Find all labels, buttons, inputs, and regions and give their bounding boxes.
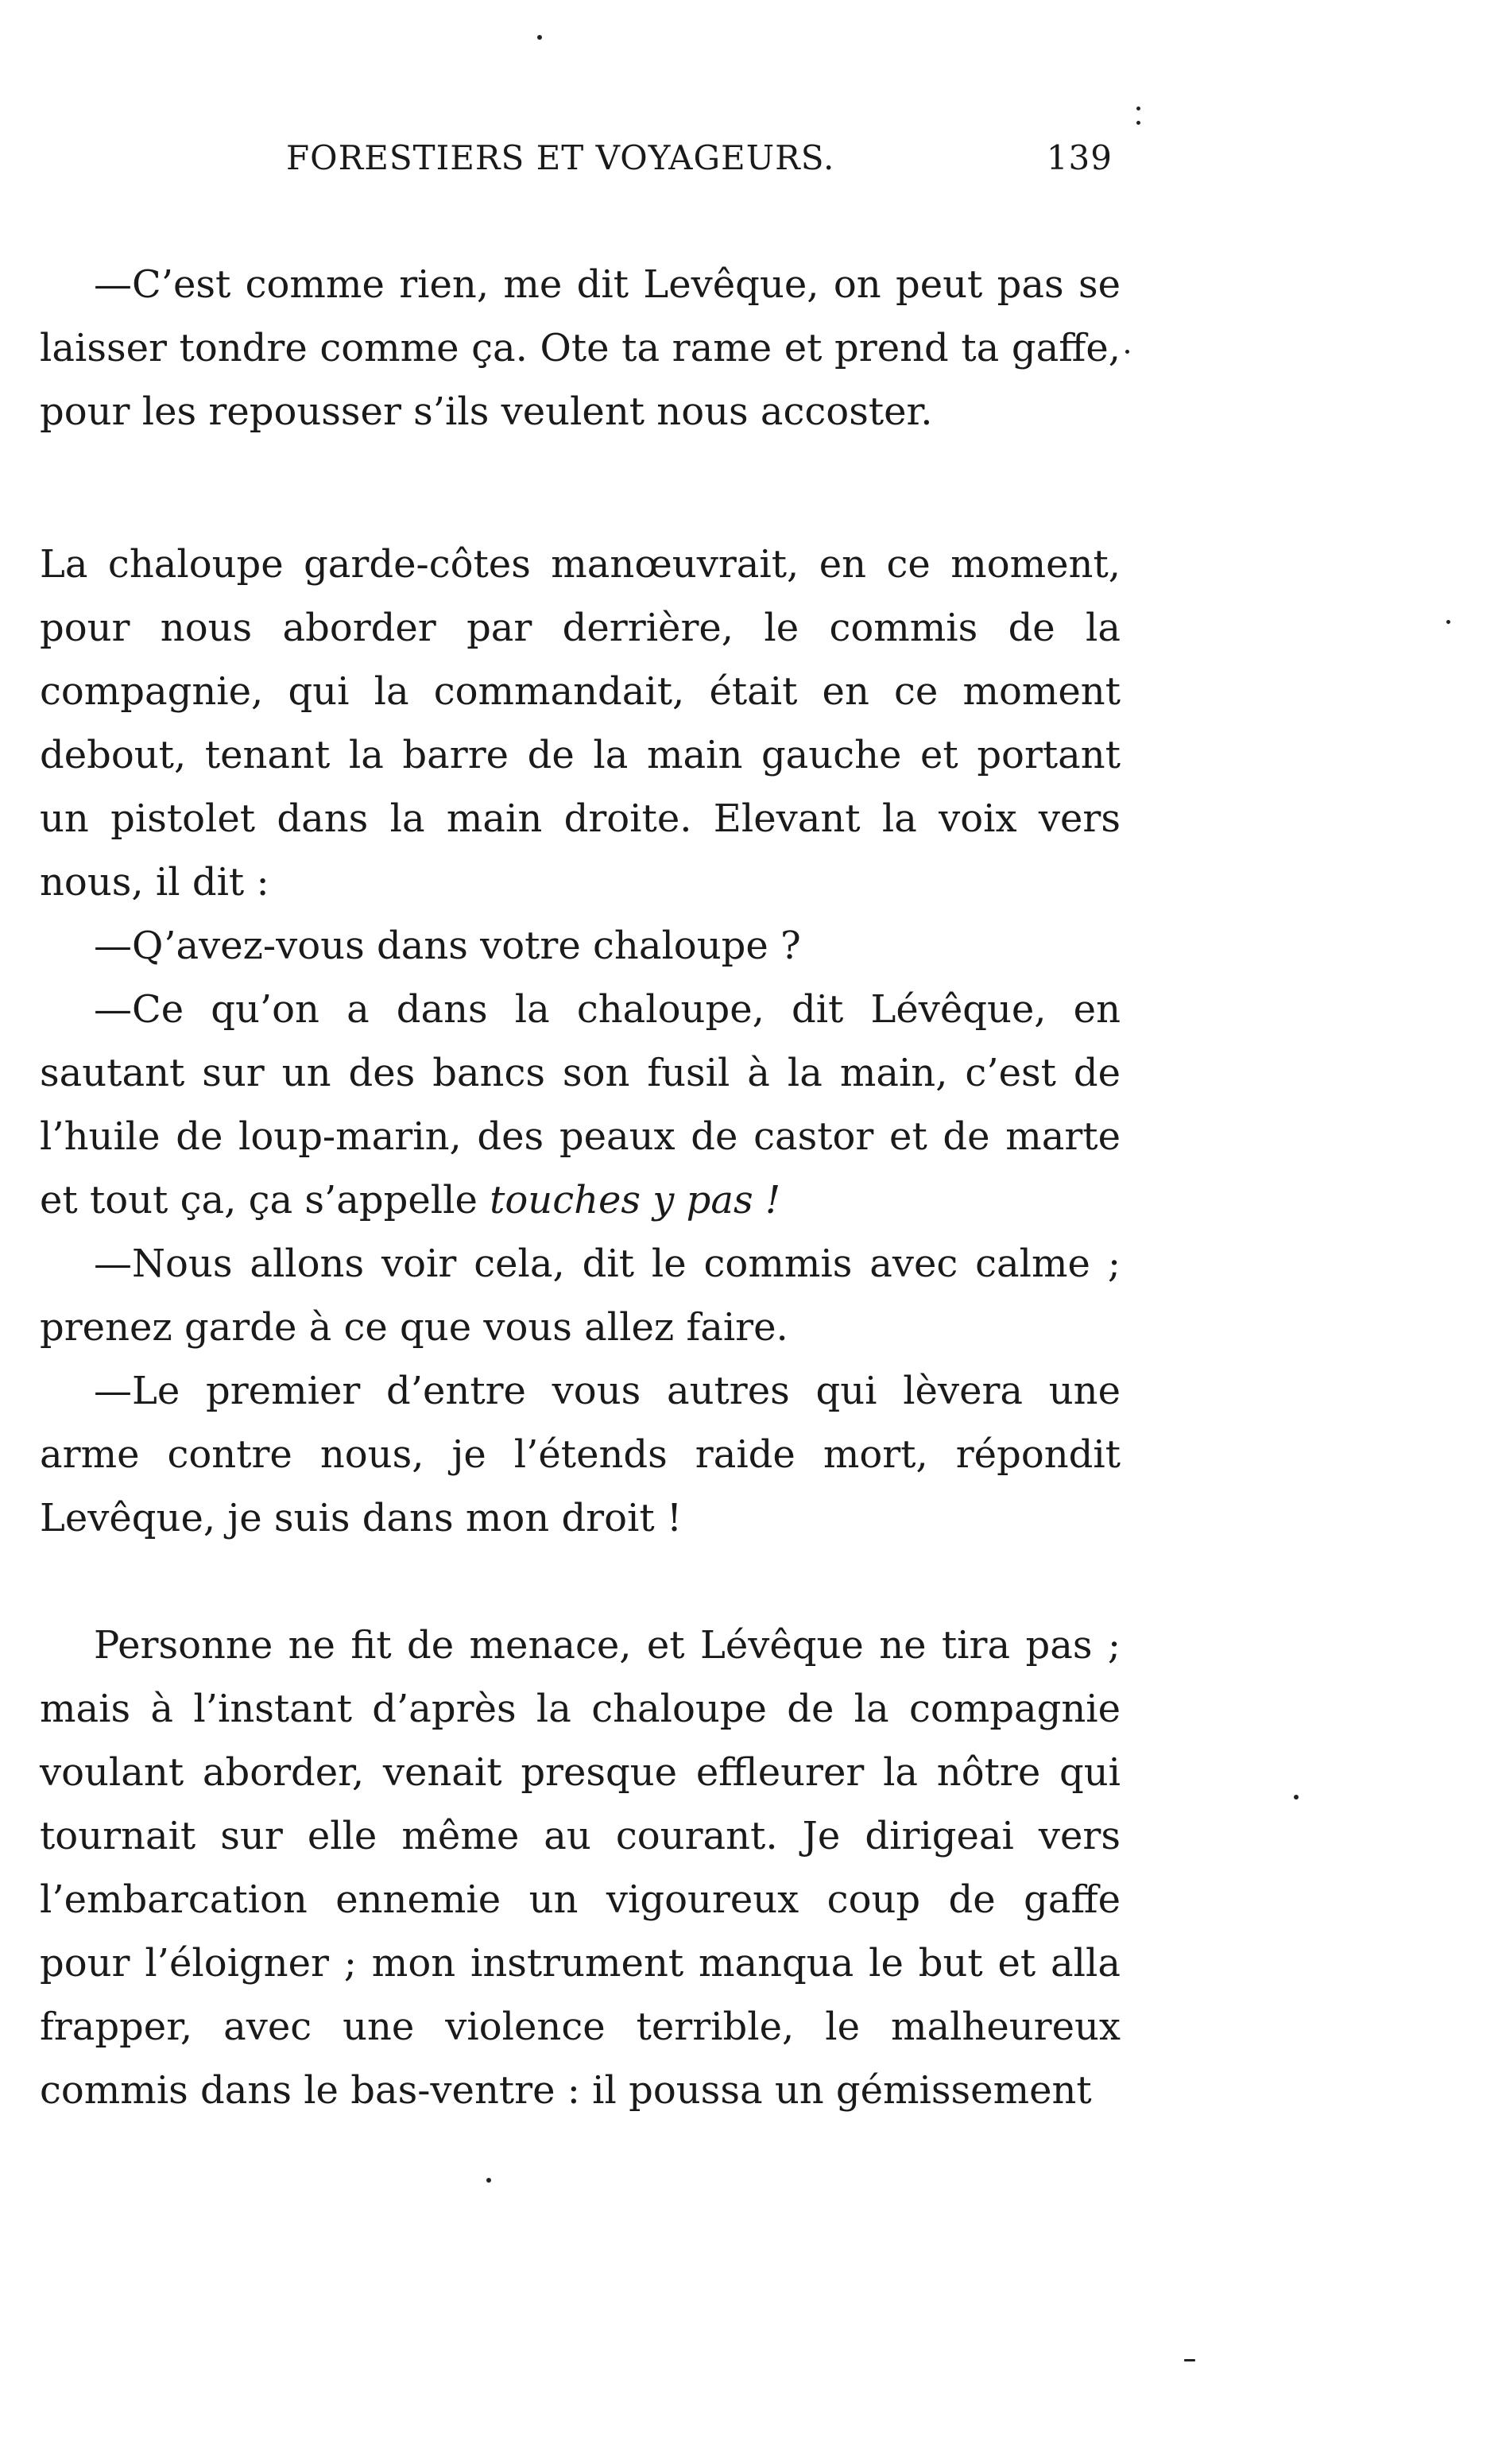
- text-block-closing: [40, 1614, 1121, 2122]
- paragraph-7: Personne ne fit de menace, et Lévêque ne tira pas ; mais à l’instant d’après la chaloupe de la compagnie voulant aborder, venait presque effleurer la nôtre qui tournait sur elle même au courant. Je dirigeai vers l’embarcation ennemie un vigoureux coup de gaffe pour l’éloigner ; mon instrument manqua le but et alla frapper, avec une violence terrible, le malheureux commis dans le bas-ventre : il poussa un gémissement: [40, 1623, 1121, 2113]
- paragraph-4-text: —Ce qu’on a dans la chaloupe, dit Lévêque, en sautant sur un des bancs son fusil à la main, c’est de l’huile de loup-marin, des peaux de castor et de marte et tout ça, ça s’appelle: [40, 987, 1121, 1222]
- scan-speck: [1294, 1795, 1299, 1800]
- scan-speck: [1136, 121, 1140, 125]
- text-block-dialogue: [40, 533, 1121, 1550]
- paragraph-2: La chaloupe garde-côtes manœuvrait, en ce moment, pour nous aborder par derrière, le commis de la compagnie, qui la commandait, était en ce moment debout, tenant la barre de la main gauche et portant un pistolet dans la main droite. Elevant la voix vers nous, il dit :: [40, 542, 1121, 905]
- paragraph-6: —Le premier d’entre vous autres qui lèvera une arme contre nous, je l’étends raide mort, répondit Levêque, je suis dans mon droit !: [40, 1369, 1121, 1540]
- running-title: FORESTIERS ET VOYAGEURS.: [286, 138, 835, 177]
- scan-speck: [537, 35, 542, 40]
- scan-speck: [1184, 2359, 1195, 2361]
- scan-speck: [486, 2178, 491, 2183]
- page-number: 139: [1046, 138, 1113, 177]
- paragraph-1: —C’est comme rien, me dit Levêque, on peut pas se laisser tondre comme ça. Ote ta rame et prend ta gaffe, pour les repousser s’ils veulent nous accoster.: [40, 262, 1121, 434]
- scan-speck: [1125, 350, 1129, 354]
- paragraph-4-italic: touches y pas !: [490, 1178, 781, 1222]
- text-block-opening: [40, 253, 1121, 444]
- scan-speck: [1446, 620, 1450, 624]
- paragraph-5: —Nous allons voir cela, dit le commis avec calme ; prenez garde à ce que vous allez faire.: [40, 1242, 1121, 1350]
- paragraph-4: [40, 978, 1121, 1232]
- scan-speck: [1136, 107, 1140, 110]
- paragraph-3: —Q’avez-vous dans votre chaloupe ?: [94, 924, 801, 968]
